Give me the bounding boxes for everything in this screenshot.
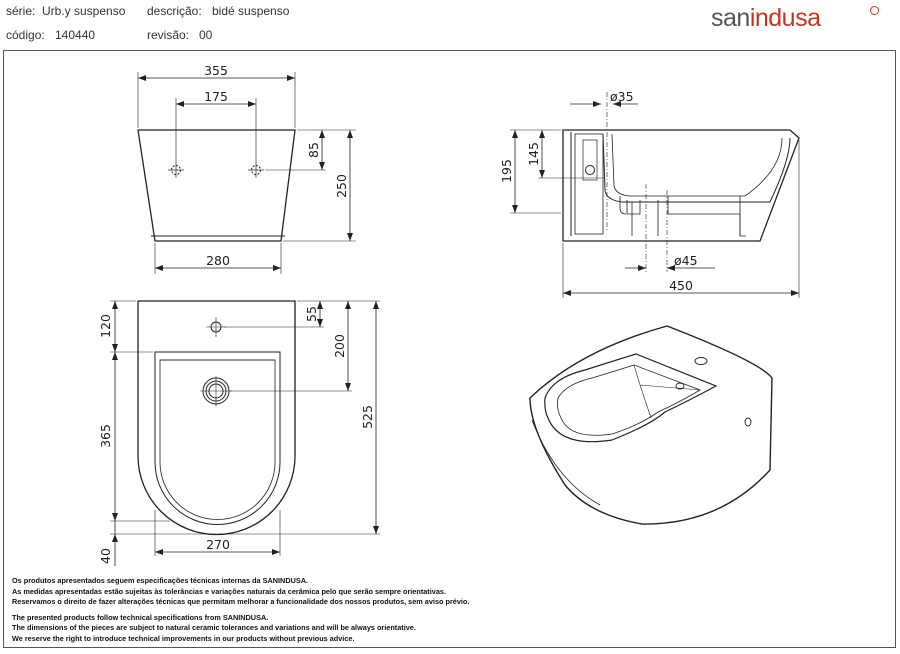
dim-top-length: 525 [360, 405, 375, 429]
dim-top-front-offset: 120 [98, 314, 113, 338]
dim-front-height: 250 [334, 174, 349, 198]
front-view [138, 72, 356, 274]
descricao-label: descrição: [147, 4, 202, 18]
dim-front-base-width: 280 [206, 253, 230, 268]
descricao-value: bidé suspenso [212, 4, 290, 18]
codigo-value: 140440 [55, 28, 96, 42]
dim-side-height-total: 195 [499, 159, 514, 183]
logo-text-san: san [711, 4, 750, 32]
dim-top-base-width: 270 [206, 537, 230, 552]
top-tap-hole [206, 317, 226, 337]
notes-pt [12, 576, 469, 608]
perspective-tap-hole [695, 358, 707, 365]
front-hole-left [168, 162, 184, 178]
dim-top-drain-offset: 200 [332, 334, 347, 358]
revisao-value: 00 [199, 28, 213, 42]
dim-front-hole-height: 85 [306, 142, 321, 158]
logo-text-indusa: indusa [749, 4, 821, 32]
top-drain [200, 376, 232, 407]
note-pt-2: As medidas apresentadas estão sujeitas às tolerâncias e variações naturais da cerâmica pelo que serão sempre orientativas. [12, 586, 446, 596]
perspective-view [530, 326, 772, 524]
dim-side-height-inner: 145 [526, 142, 541, 166]
note-en-2: The dimensions of the pieces are subject to natural ceramic tolerances and variations and will be always orientative. [12, 623, 416, 632]
serie-value: Urb.y suspenso [42, 4, 126, 18]
dim-top-hole-offset: 55 [304, 306, 319, 322]
serie-label: série: [6, 4, 36, 18]
note-en-3: We reserve the right to introduce technical improvements in our products without previous advice. [12, 633, 355, 643]
side-section-view [510, 92, 799, 298]
notes-en [12, 613, 469, 645]
revisao-label: revisão: [147, 28, 190, 42]
dim-side-depth: 450 [669, 278, 693, 293]
dim-top-rear-offset: 40 [98, 548, 113, 564]
dim-top-bowl-length: 365 [98, 424, 113, 448]
front-hole-right [248, 162, 264, 178]
notes [12, 576, 469, 649]
note-en-1: The presented products follow technical specifications from SANINDUSA. [12, 612, 269, 622]
codigo-label: código: [6, 28, 45, 42]
note-pt-3: Reservamos o direito de fazer alterações técnicas que permitam melhorar a funcionalidade dos nossos produtos, sem aviso prévio. [12, 597, 470, 606]
dim-front-hole-spacing: 175 [204, 89, 228, 104]
dim-side-diameter-bottom: ø45 [674, 253, 698, 268]
dim-front-width: 355 [204, 63, 228, 78]
dim-side-diameter-top: ø35 [610, 89, 634, 104]
perspective-side-hole [745, 418, 751, 426]
note-pt-1: Os produtos apresentados seguem especificações técnicas internas da SANINDUSA. [12, 576, 309, 585]
